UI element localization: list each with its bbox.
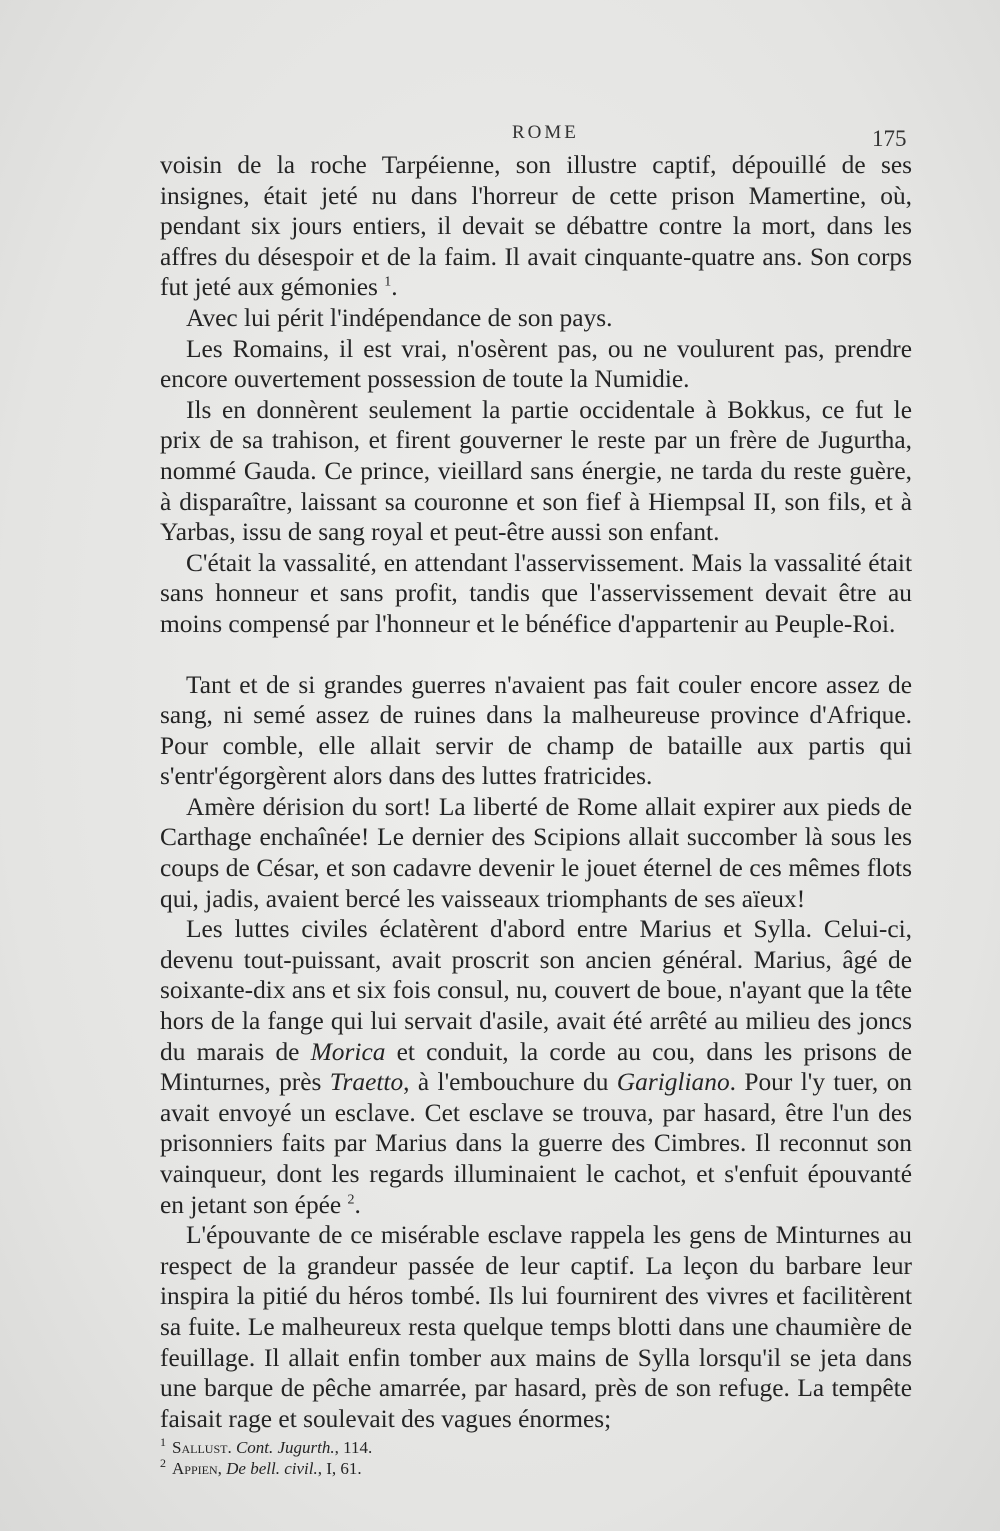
- paragraph-3: Les Romains, il est vrai, n'osèrent pas, ou ne voulurent pas, prendre encore ouvertement possession de toute la Numidie.: [160, 334, 912, 394]
- paragraph-1: voisin de la roche Tarpéienne, son illustre captif, dépouillé de ses insignes, était jeté nu dans l'horreur de cette prison Mamertine, où, pendant six jours entiers, il devait se débattre contre la mort, dans les affres du désespoir et de la faim. Il avait cinquante-quatre ans. Son corps fut jeté aux gémonies $^1$.: [160, 151, 912, 302]
- footnote-title: De bell. civil.: [226, 1459, 318, 1478]
- footnote-1: $^1$ Sallust. Cont. Jugurth., 114.: [160, 1435, 373, 1457]
- footnote-ref-1: 1: [384, 274, 392, 290]
- footnote-2: $^2$ Appien, De bell. civil., I, 61.: [160, 1456, 362, 1478]
- footnote-author: Sallust.: [172, 1438, 232, 1457]
- page-number: 175: [872, 126, 907, 151]
- place-name-morica: Morica: [310, 1037, 386, 1066]
- page-header: [0, 122, 1000, 152]
- paragraph-5: C'était la vassalité, en attendant l'asservissement. Mais la vassalité était sans honneur et sans profit, tandis que l'asservissement devait être au moins compensé par l'honneur et le bénéfice d'appartenir au Peuple-Roi.: [160, 548, 912, 638]
- paragraph-6: Tant et de si grandes guerres n'avaient pas fait couler encore assez de sang, ni semé assez de ruines dans la malheureuse province d'Afrique. Pour comble, elle allait servir de champ de bataille aux partis qui s'entr'égorgèrent alors dans des luttes fratricides.: [160, 670, 912, 791]
- footnotes: [160, 1437, 760, 1479]
- paragraph-4: Ils en donnèrent seulement la partie occidentale à Bokkus, ce fut le prix de sa trahison, et firent gouverner le reste par un frère de Jugurtha, nommé Gauda. Ce prince, vieillard sans énergie, ne tarda du reste guère, à disparaître, laissant sa couronne et son fief à Hiempsal II, son fils, et à Yarbas, issu de sang royal et peut-être aussi son enfant.: [160, 395, 912, 547]
- paragraph-2: Avec lui périt l'indépendance de son pays.: [186, 303, 613, 332]
- footnote-author: Appien,: [172, 1459, 222, 1478]
- footnote-title: Cont. Jugurth.: [235, 1438, 335, 1457]
- paragraph-8: Les luttes civiles éclatèrent d'abord entre Marius et Sylla. Celui-ci, devenu tout-puissant, avait proscrit son ancien général. Marius, âgé de soixante-dix ans et six fois consul, nu, couvert de boue, n'ayant que la tête hors de la fange qui lui servait d'asile, avait été arrêté au milieu des joncs du marais de Morica et conduit, la corde au cou, dans les prisons de Minturnes, près Traetto, à l'embouchure du Garigliano. Pour l'y tuer, on avait envoyé un esclave. Cet esclave se trouva, par hasard, être l'un des prisonniers faits par Marius dans la guerre des Cimbres. Il reconnut son vainqueur, dont les regards illuminaient le cachot, et s'enfuit épouvanté en jetant son épée $^2$.: [160, 915, 913, 1219]
- footnote-ref-2: 2: [347, 1192, 355, 1208]
- running-title: ROME: [512, 122, 579, 143]
- place-name-garigliano: Garigliano: [616, 1068, 730, 1097]
- paragraph-7: Amère dérision du sort! La liberté de Rome allait expirer aux pieds de Carthage enchaînée! Le dernier des Scipions allait succomber là sous les coups de César, et son cadavre devenir le jouet éternel de ces mêmes flots qui, jadis, avaient bercé les vaisseaux triomphants de ses aïeux!: [160, 792, 912, 913]
- body-text: [160, 150, 912, 1434]
- paragraph-9: L'épouvante de ce misérable esclave rappela les gens de Minturnes au respect de la grandeur passée de leur captif. La leçon du barbare leur inspira la pitié du héros tombé. Ils lui fournirent des vivres et facilitèrent sa fuite. Le malheureux resta quelque temps blotti dans une chaumière de feuillage. Il allait enfin tomber aux mains de Sylla lorsqu'il se jeta dans une barque de pêche amarrée, par hasard, près de son refuge. La tempête faisait rage et soulevait des vagues énormes;: [160, 1221, 912, 1433]
- place-name-traetto: Traetto: [329, 1068, 404, 1097]
